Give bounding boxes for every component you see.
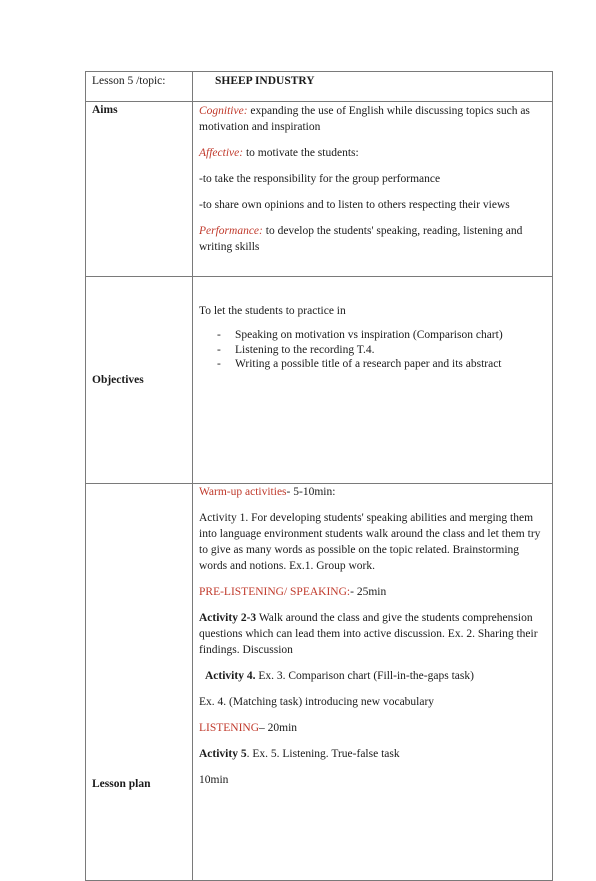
activity-5-tag: Activity 5	[199, 748, 247, 760]
lesson-topic-value: SHEEP INDUSTRY	[193, 72, 553, 102]
exercise-4: Ex. 4. (Matching task) introducing new vocabulary	[199, 696, 435, 708]
objective-item: - Listening to the recording T.4.	[217, 343, 546, 358]
prelistening-time: - 25min	[350, 586, 387, 598]
prelistening-tag: PRE-LISTENING/ SPEAKING:	[199, 586, 351, 598]
header-row	[86, 72, 553, 102]
activity-2-3	[199, 610, 546, 658]
objective-item: - Writing a possible title of a research paper and its abstract	[217, 357, 546, 372]
lesson-plan-content	[193, 484, 553, 881]
aims-point-2: -to share own opinions and to listen to others respecting their views	[199, 199, 510, 211]
aims-performance	[199, 223, 546, 255]
activity-4	[199, 668, 546, 684]
aims-label: Aims	[86, 102, 193, 277]
objectives-label: Objectives	[86, 277, 193, 484]
activity-5-text: . Ex. 5. Listening. True-false task	[246, 748, 400, 760]
aims-affective	[199, 145, 546, 161]
activity-4-tag: Activity 4.	[205, 670, 256, 682]
activity-4-text: Ex. 3. Comparison chart (Fill-in-the-gaps task)	[255, 670, 474, 682]
performance-text: to develop the students' speaking, reading, listening and writing skills	[199, 225, 523, 253]
lesson-plan-table	[85, 71, 553, 881]
lesson-plan-label: Lesson plan	[86, 484, 193, 881]
objectives-list	[199, 328, 546, 372]
lesson-plan-row	[86, 484, 553, 881]
aims-cognitive	[199, 103, 546, 135]
listening-line	[199, 720, 546, 736]
affective-tag: Affective:	[199, 147, 244, 159]
objectives-content	[193, 277, 553, 484]
objective-item: - Speaking on motivation vs inspiration (Comparison chart)	[217, 328, 546, 343]
activity-5	[199, 746, 546, 762]
cognitive-text: expanding the use of English while discussing topics such as motivation and inspiration	[199, 105, 530, 133]
affective-text: to motivate the students:	[243, 147, 359, 159]
performance-tag: Performance:	[199, 225, 263, 237]
aims-row	[86, 102, 553, 277]
activity-1: Activity 1. For developing students' speaking abilities and merging them into language environment students walk around the class and let them try to give as many words as possible on the topic related. Brainstorming words and notions. Ex.1. Group work.	[199, 512, 541, 572]
listening-tag: LISTENING	[199, 722, 260, 734]
objectives-intro: To let the students to practice in	[199, 305, 346, 317]
warmup-tag: Warm-up activities	[199, 486, 287, 498]
warmup-time: - 5-10min:	[286, 486, 336, 498]
aims-content	[193, 102, 553, 277]
activity-2-3-text: Walk around the class and give the students comprehension questions which can lead them into active discussion. Ex. 2. Sharing their findings. Discussion	[199, 612, 538, 656]
cognitive-tag: Cognitive:	[199, 105, 248, 117]
prelistening-line	[199, 584, 546, 600]
final-time: 10min	[199, 774, 229, 786]
listening-time: – 20min	[259, 722, 298, 734]
aims-point-1: -to take the responsibility for the group performance	[199, 173, 441, 185]
objectives-row	[86, 277, 553, 484]
warmup-line	[199, 484, 546, 500]
activity-2-3-tag: Activity 2-3	[199, 612, 257, 624]
lesson-topic-label: Lesson 5 /topic:	[86, 72, 193, 102]
